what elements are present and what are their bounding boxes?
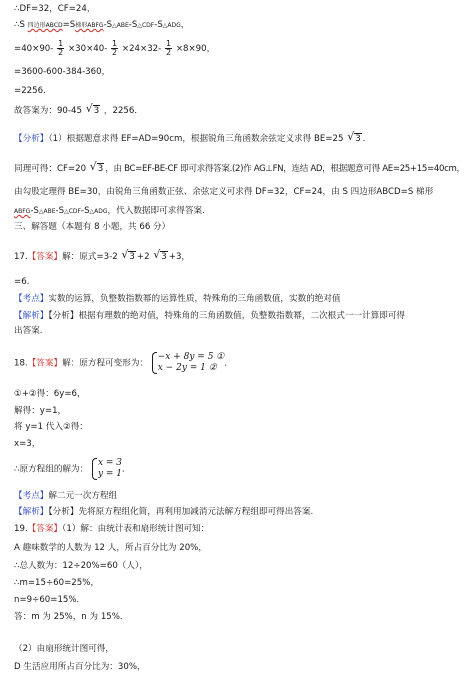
question-number: 19. (14, 524, 28, 534)
line-calculation (14, 40, 215, 57)
sqrt-three (90, 164, 104, 175)
radicand: 3 (355, 134, 361, 144)
text: =S (62, 20, 76, 30)
text: ×8×90， (175, 44, 216, 54)
text: D 生活应用所占百分比为：30%， (14, 662, 146, 672)
q19-answer (14, 524, 209, 535)
q18-kaodian (14, 491, 117, 502)
subscript: △CDF (64, 208, 81, 215)
radicand: 3 (161, 252, 167, 262)
jiexi-tag: 【解析】 (14, 311, 49, 321)
text: 故答案为：90-45 (14, 106, 82, 116)
text: ①+②得：6y=6， (14, 389, 86, 399)
text: ×24×32- (121, 44, 162, 54)
q18-jiexi (14, 507, 313, 518)
q19-part2 (14, 644, 114, 655)
text: ， (180, 20, 190, 30)
numerator: 1 (112, 39, 118, 48)
line-df-cf (14, 4, 95, 15)
answer-tag: 【答案】 (27, 252, 63, 262)
text: ×30×40- (67, 44, 108, 54)
text: 解：原方程可变形为： (62, 358, 149, 369)
subscript: △ABE (112, 22, 129, 29)
text: 实数的运算，负整数指数幂的运算性质，特殊角的三角函数值，实数的绝对值 (48, 294, 341, 304)
text: ． (122, 464, 131, 475)
analysis-tag: 【分析】 (14, 134, 49, 144)
text: -S (154, 20, 163, 30)
fraction-half (57, 40, 64, 57)
q19-line-d (14, 662, 146, 673)
q18-step3 (14, 422, 88, 433)
q19-line-m (14, 578, 99, 589)
q17-kaodian (14, 294, 341, 305)
fraction-half (165, 40, 172, 57)
analysis-line-3 (14, 187, 433, 198)
line-sum (14, 67, 110, 78)
answer-tag: 【答案】 (27, 358, 63, 369)
analysis-line-4 (14, 206, 205, 217)
text: ∴S (14, 20, 28, 30)
radicand: 3 (129, 252, 135, 262)
q19-line-answer (14, 612, 129, 623)
subscript: ABFG (14, 208, 31, 215)
subscript: △ADG (162, 22, 181, 29)
subscript: △CDF (137, 22, 155, 29)
text: x=3， (14, 439, 41, 449)
text: ∴原方程组的解为： (14, 464, 89, 475)
text: A 趣味数学的人数为 12 人，所占百分比为 20%， (14, 543, 207, 553)
equation-system (151, 352, 225, 374)
kaodian-tag: 【考点】 (14, 294, 49, 304)
analysis-line-1 (14, 134, 371, 145)
text: =3600-600-384-360， (14, 67, 111, 77)
analysis-line-2 (14, 164, 465, 175)
text: -S (80, 206, 90, 216)
solution: y = 1 (97, 469, 123, 479)
subscript: △ADG (89, 208, 108, 215)
subscript: 四边形ABCD (27, 22, 63, 29)
text: -S (55, 206, 65, 216)
equation: x − 2y = 1 ② (157, 363, 217, 373)
text: ，由 BC=EF-BE-CF 即可求得答案.(2)作 AG⊥FN，连结 AD，根据题意可得 AE=25+15=40cm， (105, 164, 465, 174)
text: 出答案. (14, 326, 43, 336)
text: -S (30, 206, 39, 216)
q18-solution (14, 458, 131, 480)
line-area-formula (14, 20, 189, 31)
q17-result (14, 277, 29, 288)
radicand: 3 (93, 106, 100, 116)
text: 答：m 为 25%，n 为 15%． (14, 612, 129, 622)
line-answer (14, 106, 143, 117)
section-title: 三、解答题（本题有 8 小题，共 66 分） (14, 222, 171, 232)
text: （1）解：由统计表和扇形统计图可知： (62, 524, 210, 534)
text: n=9÷60=15%． (14, 595, 86, 605)
q17-jiexi (14, 311, 405, 322)
text: （2）由扇形统计图可得， (14, 644, 114, 654)
numerator: 1 (165, 39, 172, 48)
sqrt-three (153, 252, 167, 263)
question-number: 17. (14, 252, 28, 262)
denominator: 2 (58, 48, 64, 57)
text: （1）根据题意求得 EF=AD=90cm，根据锐角三角函数余弦定义求得 BE=25 (48, 134, 344, 144)
solution-system (91, 458, 122, 480)
sqrt-three (121, 252, 135, 263)
text: 同理可得：CF=20 (14, 164, 87, 174)
section-heading (14, 222, 170, 233)
q19-line-total (14, 561, 148, 572)
q18-step2 (14, 406, 66, 417)
text: ． (362, 134, 372, 144)
text: =6. (14, 277, 30, 287)
line-result (14, 86, 52, 97)
q18-step4 (14, 439, 40, 450)
text: ∴m=15÷60=25%， (14, 578, 100, 588)
text: 解二元一次方程组 (48, 491, 118, 501)
q17-jiexi-cont (14, 326, 43, 337)
q18-step1 (14, 389, 86, 400)
subscript: △ABE (38, 208, 56, 215)
text: 【分析】先将原方程组化简，再利用加减消元法解方程组即可得出答案. (48, 507, 314, 517)
denominator: 2 (165, 48, 172, 57)
text: ，2256． (103, 106, 143, 116)
jiexi-tag: 【解析】 (14, 507, 49, 517)
sqrt-three (86, 106, 100, 117)
text: 由勾股定理得 BE=30，由锐角三角函数正弦、余弦定义可求得 DF=32，CF=24，由 S 四边形ABCD=S 梯形 (14, 187, 434, 197)
denominator: 2 (112, 48, 118, 57)
q18-answer (14, 352, 233, 374)
text: ，代入数据即可求得答案. (107, 206, 205, 216)
radicand: 3 (97, 164, 104, 174)
text: 将 y=1 代入②得： (14, 422, 88, 432)
text: +3， (168, 252, 191, 262)
numerator: 1 (58, 39, 64, 48)
text: 【分析】根据有理数的绝对值，特殊角的三角函数值，负整数指数幂，二次根式一一计算即可得 (48, 311, 406, 321)
question-number: 18. (14, 358, 28, 369)
fraction-half (111, 40, 118, 57)
text: =40×90- (14, 44, 54, 54)
text: 解：原式=3-2 (62, 252, 118, 262)
text: +2 (136, 252, 150, 262)
text: 解得：y=1， (14, 406, 67, 416)
text: -S (128, 20, 138, 30)
q19-line-n (14, 595, 85, 606)
text: ∴总人数为：12÷20%=60（人）， (14, 561, 148, 571)
text: -S (103, 20, 113, 30)
equation: −x + 8y = 5 ① (157, 352, 225, 362)
answer-tag: 【答案】 (27, 524, 63, 534)
sqrt-three (347, 134, 361, 145)
subscript: 梯形ABFG (75, 22, 104, 29)
kaodian-tag: 【考点】 (14, 491, 49, 501)
q17-answer (14, 252, 190, 263)
solution: x = 3 (97, 458, 123, 468)
text: ∴DF=32，CF=24， (14, 4, 96, 14)
text: ． (224, 358, 233, 369)
q19-line-a (14, 543, 207, 554)
text: =2256． (14, 86, 52, 96)
